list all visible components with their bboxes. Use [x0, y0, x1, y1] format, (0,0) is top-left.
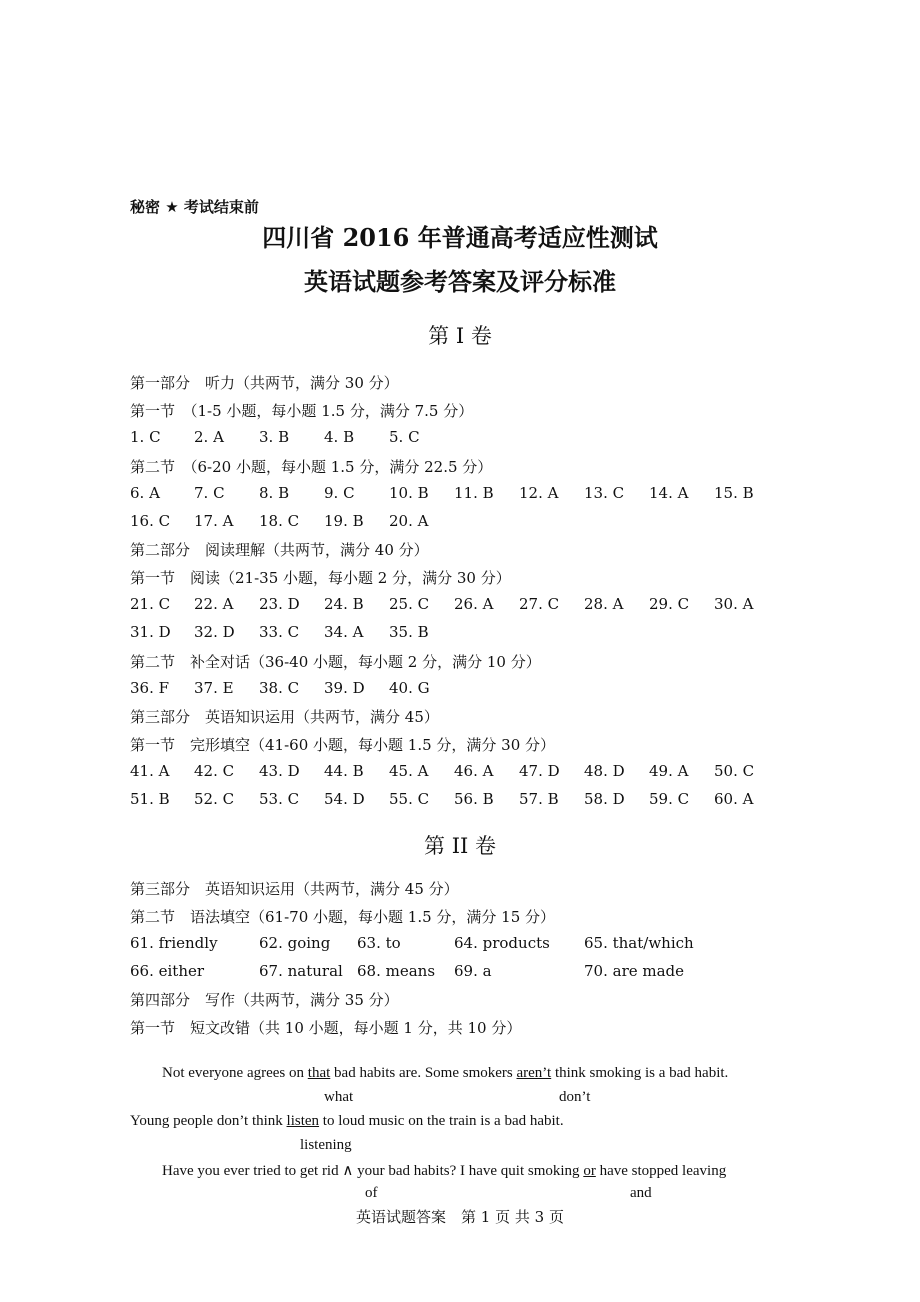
- answer-item: 50. C: [714, 762, 755, 780]
- section-heading: 第三部分 英语知识运用（共两节，满分 45 分）: [130, 880, 459, 898]
- answer-item: 7. C: [194, 484, 225, 502]
- answer-item: 18. C: [259, 512, 300, 530]
- answer-item: 4. B: [324, 428, 355, 446]
- answer-item: 23. D: [259, 595, 300, 613]
- answer-item: 2. A: [194, 428, 224, 446]
- answer-item: 51. B: [130, 790, 170, 808]
- passage-text: bad habits are. Some smokers: [330, 1065, 517, 1081]
- answer-item: 68. means: [357, 962, 436, 980]
- passage-text: think smoking is a bad habit.: [551, 1065, 729, 1081]
- passage-line: [162, 1161, 726, 1180]
- answer-item: 59. C: [649, 790, 690, 808]
- answer-item: 22. A: [194, 595, 234, 613]
- answer-item: 69. a: [454, 962, 492, 980]
- answer-item: 46. A: [454, 762, 494, 780]
- correction-word: what: [324, 1089, 354, 1105]
- section-heading: 第一节 阅读（21-35 小题，每小题 2 分，满分 30 分）: [130, 569, 511, 587]
- answer-item: 53. C: [259, 790, 300, 808]
- answer-item: 40. G: [389, 679, 430, 697]
- answer-item: 27. C: [519, 595, 560, 613]
- answer-item: 48. D: [584, 762, 625, 780]
- section-heading: 第二节 语法填空（61-70 小题，每小题 1.5 分，满分 15 分）: [130, 908, 556, 926]
- confidential-label: 秘密 ★ 考试结束前: [130, 198, 259, 216]
- volume-2-heading: 第 II 卷: [424, 834, 496, 858]
- answer-item: 38. C: [259, 679, 300, 697]
- section-heading: 第一部分 听力（共两节，满分 30 分）: [130, 374, 399, 392]
- page-footer: 英语试题答案 第 1 页 共 3 页: [356, 1208, 564, 1226]
- passage-text: your bad habits? I have quit smoking: [353, 1163, 584, 1179]
- answer-item: 10. B: [389, 484, 429, 502]
- answer-item: 37. E: [194, 679, 234, 697]
- section-heading: 第二部分 阅读理解（共两节，满分 40 分）: [130, 541, 429, 559]
- answer-item: 14. A: [649, 484, 689, 502]
- marked-error: aren’t: [516, 1065, 552, 1081]
- correction-word: of: [365, 1185, 378, 1201]
- answer-item: 70. are made: [584, 962, 685, 980]
- answer-item: 65. that/which: [584, 934, 694, 952]
- answer-item: 58. D: [584, 790, 625, 808]
- answer-item: 31. D: [130, 623, 171, 641]
- answer-item: 39. D: [324, 679, 365, 697]
- correction-word: listening: [300, 1137, 352, 1153]
- answer-item: 9. C: [324, 484, 355, 502]
- passage-line: [162, 1065, 728, 1082]
- section-heading: 第一节 完形填空（41-60 小题，每小题 1.5 分，满分 30 分）: [130, 736, 556, 754]
- answer-item: 17. A: [194, 512, 234, 530]
- answer-item: 20. A: [389, 512, 429, 530]
- answer-item: 62. going: [259, 934, 331, 952]
- answer-item: 16. C: [130, 512, 171, 530]
- answer-item: 28. A: [584, 595, 624, 613]
- correction-word: and: [630, 1185, 652, 1201]
- answer-item: 5. C: [389, 428, 420, 446]
- passage-text: Young people don’t think: [130, 1113, 287, 1129]
- answer-item: 44. B: [324, 762, 364, 780]
- answer-item: 66. either: [130, 962, 205, 980]
- page-subtitle: 英语试题参考答案及评分标准: [304, 267, 616, 296]
- section-heading: 第一节 短文改错（共 10 小题，每小题 1 分，共 10 分）: [130, 1019, 522, 1037]
- volume-1-heading: 第 I 卷: [428, 324, 492, 348]
- answer-item: 42. C: [194, 762, 235, 780]
- passage-line: [130, 1113, 564, 1130]
- answer-item: 6. A: [130, 484, 160, 502]
- answer-item: 1. C: [130, 428, 161, 446]
- answer-item: 29. C: [649, 595, 690, 613]
- answer-item: 33. C: [259, 623, 300, 641]
- answer-item: 47. D: [519, 762, 560, 780]
- passage-text: Not everyone agrees on: [162, 1065, 308, 1081]
- answer-item: 52. C: [194, 790, 235, 808]
- marked-error: that: [307, 1065, 331, 1081]
- answer-item: 19. B: [324, 512, 364, 530]
- section-heading: 第二节 （6-20 小题，每小题 1.5 分，满分 22.5 分）: [130, 458, 493, 476]
- correction-word: don’t: [559, 1089, 591, 1105]
- answer-item: 45. A: [389, 762, 429, 780]
- answer-item: 24. B: [324, 595, 364, 613]
- page-title: 四川省 2016 年普通高考适应性测试: [262, 223, 658, 252]
- answer-item: 21. C: [130, 595, 171, 613]
- answer-item: 8. B: [259, 484, 290, 502]
- answer-item: 55. C: [389, 790, 430, 808]
- answer-item: 12. A: [519, 484, 559, 502]
- insert-caret-icon: ∧: [342, 1163, 354, 1179]
- answer-item: 57. B: [519, 790, 559, 808]
- answer-item: 13. C: [584, 484, 625, 502]
- answer-item: 11. B: [454, 484, 494, 502]
- section-heading: 第一节 （1-5 小题，每小题 1.5 分，满分 7.5 分）: [130, 402, 474, 420]
- answer-item: 35. B: [389, 623, 429, 641]
- section-heading: 第三部分 英语知识运用（共两节，满分 45）: [130, 708, 439, 726]
- answer-item: 36. F: [130, 679, 170, 697]
- marked-error: or: [583, 1163, 596, 1179]
- passage-text: have stopped leaving: [595, 1163, 727, 1179]
- answer-item: 61. friendly: [130, 934, 218, 952]
- answer-item: 56. B: [454, 790, 494, 808]
- answer-item: 3. B: [259, 428, 290, 446]
- answer-item: 32. D: [194, 623, 235, 641]
- answer-item: 30. A: [714, 595, 754, 613]
- answer-item: 67. natural: [259, 962, 343, 980]
- section-heading: 第二节 补全对话（36-40 小题，每小题 2 分，满分 10 分）: [130, 653, 541, 671]
- answer-item: 43. D: [259, 762, 300, 780]
- answer-item: 49. A: [649, 762, 689, 780]
- answer-item: 34. A: [324, 623, 364, 641]
- answer-item: 26. A: [454, 595, 494, 613]
- answer-item: 54. D: [324, 790, 365, 808]
- answer-item: 63. to: [357, 934, 401, 952]
- answer-item: 60. A: [714, 790, 754, 808]
- marked-error: listen: [286, 1113, 320, 1129]
- answer-item: 64. products: [454, 934, 550, 952]
- passage-text: to loud music on the train is a bad habit.: [319, 1113, 564, 1129]
- answer-item: 41. A: [130, 762, 170, 780]
- answer-item: 25. C: [389, 595, 430, 613]
- section-heading: 第四部分 写作（共两节，满分 35 分）: [130, 991, 399, 1009]
- passage-text: Have you ever tried to get rid: [162, 1163, 343, 1179]
- answer-item: 15. B: [714, 484, 754, 502]
